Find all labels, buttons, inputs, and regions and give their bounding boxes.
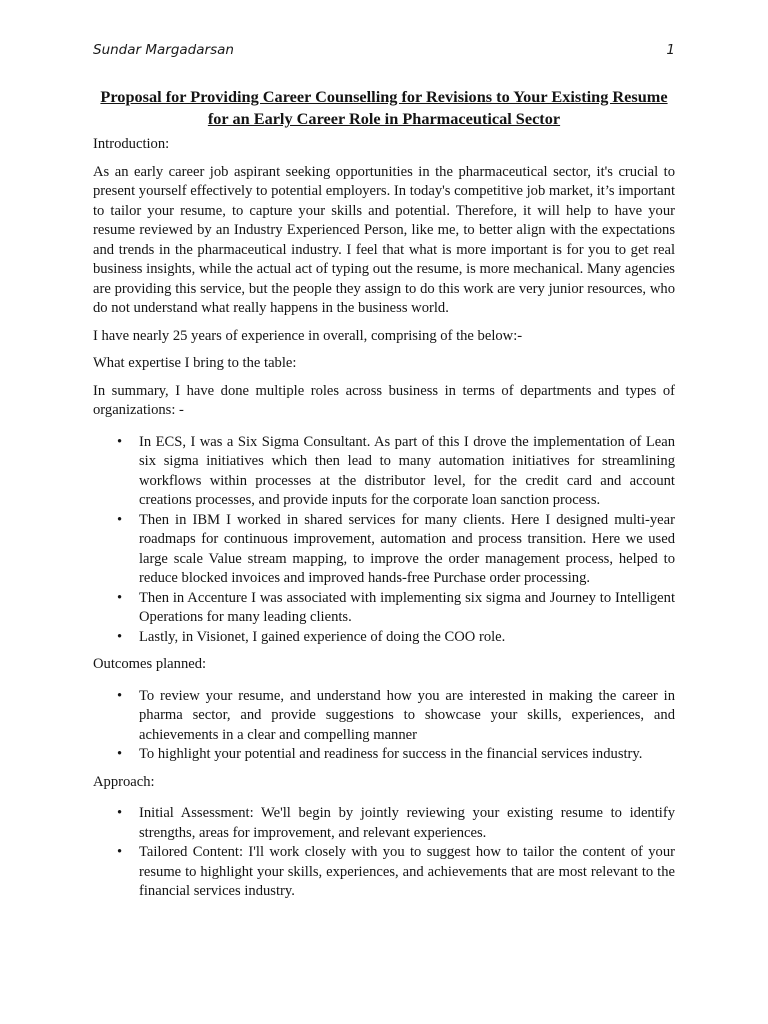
outcomes-list bbox=[93, 687, 675, 765]
summary-line: In summary, I have done multiple roles across business in terms of departments and types of organizations: - bbox=[93, 382, 675, 418]
experience-list bbox=[93, 433, 675, 648]
document-body bbox=[93, 86, 675, 910]
approach-heading: Approach: bbox=[93, 773, 155, 790]
list-item-text: Lastly, in Visionet, I gained experience of doing the COO role. bbox=[139, 628, 506, 645]
experience-line: I have nearly 25 years of experience in overall, comprising of the below:- bbox=[93, 327, 523, 344]
list-item-text: Then in Accenture I was associated with implementing six sigma and Journey to Intelligent Operations for many leading clients. bbox=[139, 589, 675, 625]
list-item bbox=[117, 511, 675, 589]
outcomes-heading: Outcomes planned: bbox=[93, 656, 207, 672]
list-item-text: Initial Assessment: We'll begin by jointly reviewing your existing resume to identify strengths, areas for improvement, and relevant experiences. bbox=[139, 805, 675, 841]
bullet-icon: • bbox=[117, 746, 123, 762]
list-item bbox=[117, 843, 675, 902]
list-item-text: Tailored Content: I'll work closely with you to suggest how to tailor the content of your resume to highlight your skills, experiences, and achievements that are most relevant to the financial services industry. bbox=[139, 844, 675, 899]
list-item-text: To review your resume, and understand how you are interested in making the career in pharma sector, and provide suggestions to showcase your skills, experiences, and achievements in a clear and compelling manner bbox=[139, 687, 675, 743]
expertise-heading: What expertise I bring to the table: bbox=[93, 355, 297, 371]
bullet-icon: • bbox=[117, 433, 123, 450]
approach-list bbox=[93, 804, 675, 902]
list-item-text: In ECS, I was a Six Sigma Consultant. As part of this I drove the implementation of Lean six sigma initiatives which then lead to many automation initiatives for streamlining workflows within processes at the distributor level, for the credit card and account creations processes, and provide inputs for the corporate loan sanction process. bbox=[139, 433, 675, 508]
list-item bbox=[117, 628, 675, 648]
bullet-icon: • bbox=[117, 687, 123, 704]
page-header bbox=[93, 42, 675, 62]
list-item-text: To highlight your potential and readiness for success in the financial services industry. bbox=[139, 746, 643, 762]
bullet-icon: • bbox=[117, 511, 123, 528]
list-item bbox=[117, 687, 675, 746]
bullet-icon: • bbox=[117, 628, 123, 645]
header-author: Sundar Margadarsan bbox=[93, 42, 234, 58]
list-item-text: Then in IBM I worked in shared services for many clients. Here I designed multi-year roadmaps for continuous improvement, automation and process transition. Here we used large scale Value stream mapping, to improve the order management process, helped to reduce blocked invoices and improved hands-free Purchase order processing. bbox=[139, 511, 675, 586]
bullet-icon: • bbox=[117, 805, 123, 821]
list-item bbox=[117, 745, 675, 765]
introduction-paragraph: As an early career job aspirant seeking opportunities in the pharmaceutical sector, it's crucial to present yourself effectively to potential employers. In today's competitive job market, it’s important to tailor your resume, to capture your skills and potential. Therefore, it will help to have your resume reviewed by an Industry Experienced Person, like me, to better align with the expectations and trends in the pharmaceutical industry. I feel that what is more important is for you to get real business insights, while the actual act of typing out the resume, is more mechanical. Many agencies are providing this service, but the people they assign to do this work are very junior resources, who do not understand what really happens in the business world. bbox=[93, 163, 675, 316]
bullet-icon: • bbox=[117, 844, 123, 860]
bullet-icon: • bbox=[117, 589, 123, 606]
list-item bbox=[117, 804, 675, 843]
list-item bbox=[117, 589, 675, 628]
page-number: 1 bbox=[666, 42, 675, 58]
introduction-heading: Introduction: bbox=[93, 136, 170, 152]
document-title: Proposal for Providing Career Counselling for Revisions to Your Existing Resume for an Early Career Role in Pharmaceutical Sector bbox=[100, 87, 668, 128]
list-item bbox=[117, 433, 675, 511]
